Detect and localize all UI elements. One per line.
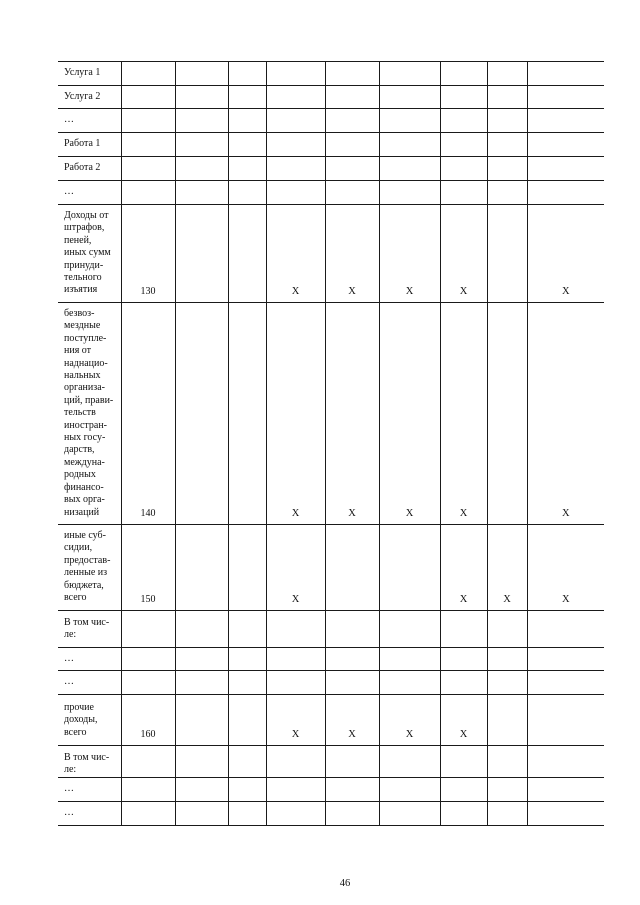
table-row — [58, 133, 604, 157]
value-cell — [527, 671, 604, 695]
value-cell — [228, 133, 266, 157]
value-cell: X — [440, 205, 487, 303]
value-cell — [379, 133, 440, 157]
value-cell — [175, 205, 228, 303]
value-cell — [527, 62, 604, 86]
value-cell — [266, 648, 325, 671]
value-cell — [487, 205, 527, 303]
value-cell: X — [527, 525, 604, 611]
row-label-cell: Услуга 1 — [58, 62, 121, 86]
value-cell — [175, 648, 228, 671]
value-cell — [228, 778, 266, 802]
value-cell — [440, 133, 487, 157]
value-cell — [379, 671, 440, 695]
value-cell — [527, 109, 604, 133]
row-code-cell: 140 — [121, 303, 175, 525]
value-cell: X — [266, 205, 325, 303]
table-row — [58, 157, 604, 181]
value-cell — [379, 62, 440, 86]
row-label-cell: безвоз- мездные поступле- ния от наднацио- нальных организа- ций, прави- тельств иностран- ных госу- дарств, междуна- родных финансо- вых орга- низаций — [58, 303, 121, 525]
value-cell — [527, 778, 604, 802]
value-cell — [266, 778, 325, 802]
value-cell: X — [379, 303, 440, 525]
value-cell: X — [440, 695, 487, 746]
value-cell — [487, 109, 527, 133]
row-code-cell — [121, 62, 175, 86]
value-cell — [175, 181, 228, 205]
row-label-cell: Работа 1 — [58, 133, 121, 157]
value-cell — [228, 303, 266, 525]
value-cell — [440, 778, 487, 802]
value-cell — [487, 802, 527, 826]
value-cell — [487, 86, 527, 109]
row-code-cell — [121, 671, 175, 695]
value-cell — [325, 746, 379, 778]
table-row — [58, 695, 604, 746]
value-cell — [228, 695, 266, 746]
value-cell — [487, 62, 527, 86]
value-cell — [325, 62, 379, 86]
value-cell — [325, 157, 379, 181]
value-cell — [175, 525, 228, 611]
value-cell: X — [379, 695, 440, 746]
value-cell — [228, 802, 266, 826]
report-table-body — [58, 62, 604, 826]
value-cell — [266, 157, 325, 181]
row-code-cell — [121, 109, 175, 133]
value-cell — [487, 671, 527, 695]
table-row — [58, 778, 604, 802]
value-cell — [175, 746, 228, 778]
value-cell — [440, 802, 487, 826]
value-cell — [379, 157, 440, 181]
value-cell — [487, 303, 527, 525]
value-cell — [266, 109, 325, 133]
table-row — [58, 611, 604, 648]
value-cell — [228, 181, 266, 205]
value-cell — [440, 648, 487, 671]
value-cell: X — [440, 525, 487, 611]
table-row — [58, 525, 604, 611]
row-label-cell: … — [58, 181, 121, 205]
row-code-cell — [121, 86, 175, 109]
row-label-cell: В том чис- ле: — [58, 746, 121, 778]
value-cell — [440, 746, 487, 778]
value-cell — [487, 746, 527, 778]
value-cell — [325, 181, 379, 205]
value-cell — [175, 157, 228, 181]
row-code-cell: 160 — [121, 695, 175, 746]
value-cell: X — [266, 695, 325, 746]
value-cell — [527, 133, 604, 157]
value-cell — [175, 778, 228, 802]
value-cell: X — [487, 525, 527, 611]
value-cell — [175, 802, 228, 826]
value-cell — [228, 648, 266, 671]
value-cell — [325, 133, 379, 157]
value-cell — [440, 181, 487, 205]
table-row — [58, 62, 604, 86]
value-cell — [175, 695, 228, 746]
value-cell — [487, 778, 527, 802]
value-cell — [228, 157, 266, 181]
value-cell — [440, 611, 487, 648]
value-cell — [266, 802, 325, 826]
value-cell — [379, 648, 440, 671]
table-row — [58, 109, 604, 133]
value-cell — [487, 181, 527, 205]
row-label-cell: … — [58, 778, 121, 802]
value-cell — [379, 611, 440, 648]
table-row — [58, 746, 604, 778]
value-cell — [379, 86, 440, 109]
row-code-cell — [121, 157, 175, 181]
value-cell — [228, 109, 266, 133]
value-cell — [228, 746, 266, 778]
value-cell: X — [379, 205, 440, 303]
value-cell — [175, 611, 228, 648]
value-cell — [440, 157, 487, 181]
row-label-cell: иные суб- сидии, предостав- ленные из бюджета, всего — [58, 525, 121, 611]
value-cell — [527, 746, 604, 778]
value-cell — [175, 133, 228, 157]
table-row — [58, 181, 604, 205]
value-cell — [379, 778, 440, 802]
value-cell — [325, 525, 379, 611]
value-cell — [325, 86, 379, 109]
value-cell — [266, 133, 325, 157]
value-cell — [325, 611, 379, 648]
row-code-cell — [121, 611, 175, 648]
value-cell — [487, 648, 527, 671]
value-cell — [379, 109, 440, 133]
row-label-cell: прочие доходы, всего — [58, 695, 121, 746]
value-cell — [527, 181, 604, 205]
value-cell — [228, 671, 266, 695]
table-row — [58, 648, 604, 671]
value-cell — [527, 648, 604, 671]
value-cell — [175, 86, 228, 109]
value-cell — [228, 86, 266, 109]
value-cell — [379, 746, 440, 778]
value-cell — [379, 181, 440, 205]
value-cell — [527, 86, 604, 109]
value-cell — [440, 109, 487, 133]
table-row — [58, 86, 604, 109]
value-cell — [325, 802, 379, 826]
row-code-cell: 150 — [121, 525, 175, 611]
value-cell: X — [527, 205, 604, 303]
page-number: 46 — [339, 878, 351, 889]
value-cell — [266, 62, 325, 86]
value-cell — [266, 671, 325, 695]
value-cell: X — [527, 303, 604, 525]
value-cell — [487, 611, 527, 648]
value-cell — [266, 86, 325, 109]
value-cell: X — [266, 303, 325, 525]
row-label-cell: Работа 2 — [58, 157, 121, 181]
value-cell — [379, 802, 440, 826]
value-cell: X — [440, 303, 487, 525]
row-label-cell: … — [58, 109, 121, 133]
row-label-cell: … — [58, 671, 121, 695]
row-code-cell — [121, 746, 175, 778]
table-row — [58, 303, 604, 525]
value-cell — [379, 525, 440, 611]
value-cell — [266, 181, 325, 205]
row-code-cell — [121, 778, 175, 802]
row-label-cell: Доходы от штрафов, пеней, иных сумм принуди- тельного изъятия — [58, 205, 121, 303]
value-cell — [527, 157, 604, 181]
value-cell — [487, 133, 527, 157]
row-code-cell — [121, 133, 175, 157]
value-cell — [487, 157, 527, 181]
value-cell: X — [266, 525, 325, 611]
report-table — [58, 61, 604, 826]
row-label-cell: В том чис- ле: — [58, 611, 121, 648]
row-code-cell — [121, 648, 175, 671]
value-cell — [228, 611, 266, 648]
value-cell — [440, 86, 487, 109]
value-cell: X — [325, 205, 379, 303]
value-cell — [228, 525, 266, 611]
table-row — [58, 802, 604, 826]
row-label-cell: Услуга 2 — [58, 86, 121, 109]
value-cell — [175, 671, 228, 695]
value-cell — [228, 205, 266, 303]
value-cell — [325, 648, 379, 671]
value-cell — [325, 109, 379, 133]
value-cell — [175, 109, 228, 133]
row-code-cell: 130 — [121, 205, 175, 303]
value-cell — [325, 778, 379, 802]
row-label-cell: … — [58, 802, 121, 826]
row-code-cell — [121, 802, 175, 826]
table-row — [58, 205, 604, 303]
row-code-cell — [121, 181, 175, 205]
table-row — [58, 671, 604, 695]
value-cell — [440, 62, 487, 86]
value-cell — [266, 746, 325, 778]
value-cell — [527, 695, 604, 746]
value-cell — [175, 62, 228, 86]
value-cell — [175, 303, 228, 525]
value-cell: X — [325, 695, 379, 746]
value-cell — [228, 62, 266, 86]
value-cell — [440, 671, 487, 695]
row-label-cell: … — [58, 648, 121, 671]
value-cell — [325, 671, 379, 695]
value-cell: X — [325, 303, 379, 525]
value-cell — [527, 611, 604, 648]
value-cell — [527, 802, 604, 826]
value-cell — [266, 611, 325, 648]
value-cell — [487, 695, 527, 746]
